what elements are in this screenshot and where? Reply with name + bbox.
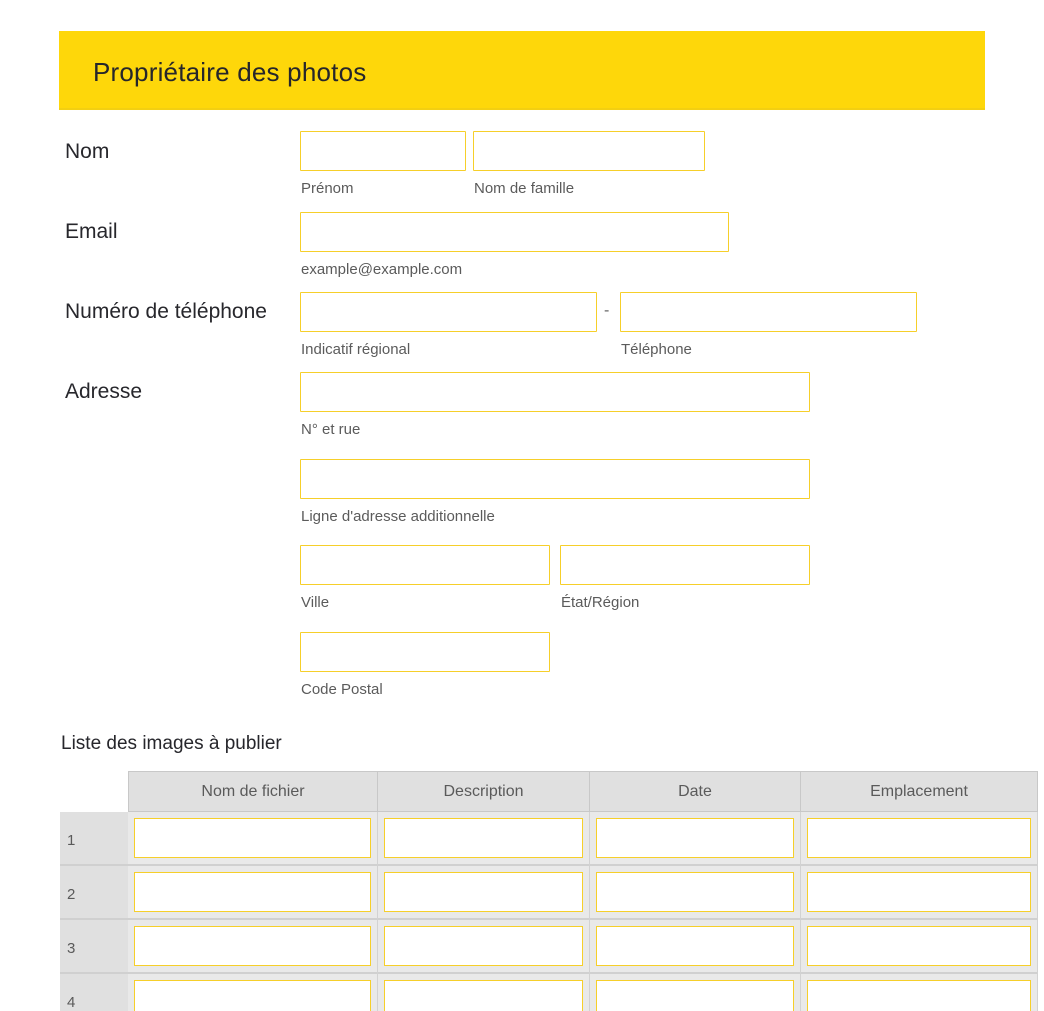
- state-input[interactable]: [560, 545, 810, 585]
- date-input[interactable]: [596, 818, 794, 858]
- table-cell: [801, 866, 1038, 920]
- row-number: 1: [60, 812, 128, 866]
- description-input[interactable]: [384, 980, 583, 1011]
- filename-input[interactable]: [134, 980, 371, 1011]
- area-code-sublabel: Indicatif régional: [301, 341, 411, 358]
- name-label: Nom: [65, 140, 110, 163]
- column-header-date: Date: [590, 771, 801, 812]
- phone-separator: -: [604, 302, 610, 319]
- state-sublabel: État/Région: [561, 594, 640, 611]
- date-input[interactable]: [596, 980, 794, 1011]
- filename-input[interactable]: [134, 818, 371, 858]
- row-number: 4: [60, 974, 128, 1011]
- street-sublabel: N° et rue: [301, 421, 361, 438]
- table-cell: [590, 812, 801, 866]
- location-input[interactable]: [807, 872, 1031, 912]
- table-cell: [378, 812, 590, 866]
- city-input[interactable]: [300, 545, 550, 585]
- city-sublabel: Ville: [301, 594, 330, 611]
- phone-number-sublabel: Téléphone: [621, 341, 692, 358]
- address-line2-input[interactable]: [300, 459, 810, 499]
- column-header-filename: Nom de fichier: [128, 771, 378, 812]
- column-header-location: Emplacement: [801, 771, 1038, 812]
- table-cell: [590, 866, 801, 920]
- date-input[interactable]: [596, 926, 794, 966]
- filename-input[interactable]: [134, 926, 371, 966]
- image-list-grid: [60, 771, 1038, 1011]
- image-list-title: Liste des images à publier: [61, 733, 282, 754]
- table-cell: [801, 974, 1038, 1011]
- first-name-sublabel: Prénom: [301, 180, 354, 197]
- area-code-input[interactable]: [300, 292, 597, 332]
- zip-sublabel: Code Postal: [301, 681, 383, 698]
- description-input[interactable]: [384, 926, 583, 966]
- table-cell: [378, 974, 590, 1011]
- table-cell: [128, 812, 378, 866]
- address-label: Adresse: [65, 380, 143, 403]
- page-title: Propriétaire des photos: [93, 57, 367, 87]
- column-header-description: Description: [378, 771, 590, 812]
- row-number: 2: [60, 866, 128, 920]
- filename-input[interactable]: [134, 872, 371, 912]
- description-input[interactable]: [384, 872, 583, 912]
- date-input[interactable]: [596, 872, 794, 912]
- table-cell: [801, 920, 1038, 974]
- phone-number-input[interactable]: [620, 292, 917, 332]
- form-header: [59, 31, 985, 110]
- address-line2-sublabel: Ligne d'adresse additionnelle: [301, 508, 495, 525]
- zip-input[interactable]: [300, 632, 550, 672]
- email-label: Email: [65, 220, 118, 243]
- table-cell: [128, 920, 378, 974]
- table-cell: [128, 866, 378, 920]
- first-name-input[interactable]: [300, 131, 466, 171]
- description-input[interactable]: [384, 818, 583, 858]
- table-cell: [378, 866, 590, 920]
- table-cell: [801, 812, 1038, 866]
- email-input[interactable]: [300, 212, 729, 252]
- table-cell: [590, 920, 801, 974]
- phone-label: Numéro de téléphone: [65, 300, 267, 323]
- location-input[interactable]: [807, 818, 1031, 858]
- table-cell: [378, 920, 590, 974]
- street-input[interactable]: [300, 372, 810, 412]
- table-cell: [590, 974, 801, 1011]
- email-sublabel: example@example.com: [301, 261, 463, 278]
- last-name-sublabel: Nom de famille: [474, 180, 575, 197]
- table-cell: [128, 974, 378, 1011]
- last-name-input[interactable]: [473, 131, 705, 171]
- location-input[interactable]: [807, 980, 1031, 1011]
- location-input[interactable]: [807, 926, 1031, 966]
- row-number: 3: [60, 920, 128, 974]
